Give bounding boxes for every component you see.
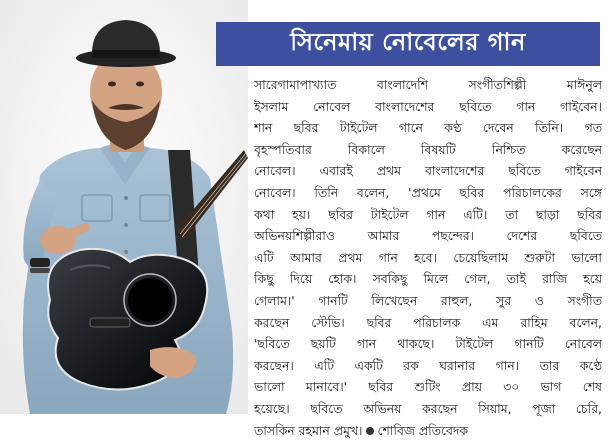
article-line: গেলাম।' গানটি লিখেছেন রাহুল, সুর ও সংগীত	[254, 290, 602, 312]
article-line: বৃহস্পতিবার বিকালে বিষয়টি নিশ্চিত করেছেন	[254, 139, 602, 161]
article-line: 'ছবিতে ছয়টি গান থাকছে। টাইটেল গানটি নোবেল	[254, 333, 602, 355]
article-line: সারেগামাপাখ্যাত বাংলাদেশি সংগীতশিল্পী মাঈনুল	[254, 74, 602, 96]
article-line: অভিনয়শিল্পীরাও আমার পছন্দের। দেশের ছবিতে	[254, 225, 602, 247]
singer-with-guitar-illustration	[0, 0, 248, 414]
article-line: হয়েছে। ছবিতে অভিনয় করছেন সিয়াম, পূজা চেরি,	[254, 398, 602, 420]
article-line: ভালো মানাবে।' ছবির শুটিং প্রায় ৩০ ভাগ শেষ	[254, 376, 602, 398]
byline-bullet	[366, 427, 374, 435]
article-line: করছেন স্টেভি। ছবির পরিচালক এম রাহিম বলেন,	[254, 312, 602, 334]
article-body	[254, 74, 602, 441]
byline: শোবিজ প্রতিবেদক	[377, 423, 468, 438]
article-line: এটি আমার প্রথম গান হবে। চেয়েছিলাম শুরুটা ভালো	[254, 247, 602, 269]
guitar-sound-hole	[128, 278, 172, 322]
article-line: কিছু দিয়ে হোক। সবকিছু মিলে গেল, তাই রাজি হয়ে	[254, 268, 602, 290]
headline: সিনেমায় নোবেলের গান	[290, 24, 526, 64]
article-line: নোবেল। তিনি বলেন, 'প্রথমে ছবির পরিচালকের সঙ্গে	[254, 182, 602, 204]
article-line: নোবেল। এবারই প্রথম বাংলাদেশের ছবিতে গাইবেন	[254, 160, 602, 182]
article-line: তাসকিন রহমান প্রমুখ।	[254, 423, 362, 438]
article-line: কথা হয়। ছবির টাইটেল গান এটি। তা ছাড়া ছবির	[254, 204, 602, 226]
singer-photo	[0, 0, 248, 414]
article-line: করছেন। এটি একটি রক ঘরানার গান। তার কণ্ঠে	[254, 355, 602, 377]
headline-banner	[216, 22, 600, 66]
article-line: ইসলাম নোবেল বাংলাদেশের ছবিতে গান গাইবেন।	[254, 96, 602, 118]
article-line: শান ছবির টাইটেল গানে কণ্ঠ দেবেন তিনি। গত	[254, 117, 602, 139]
article-last-line	[254, 420, 602, 441]
